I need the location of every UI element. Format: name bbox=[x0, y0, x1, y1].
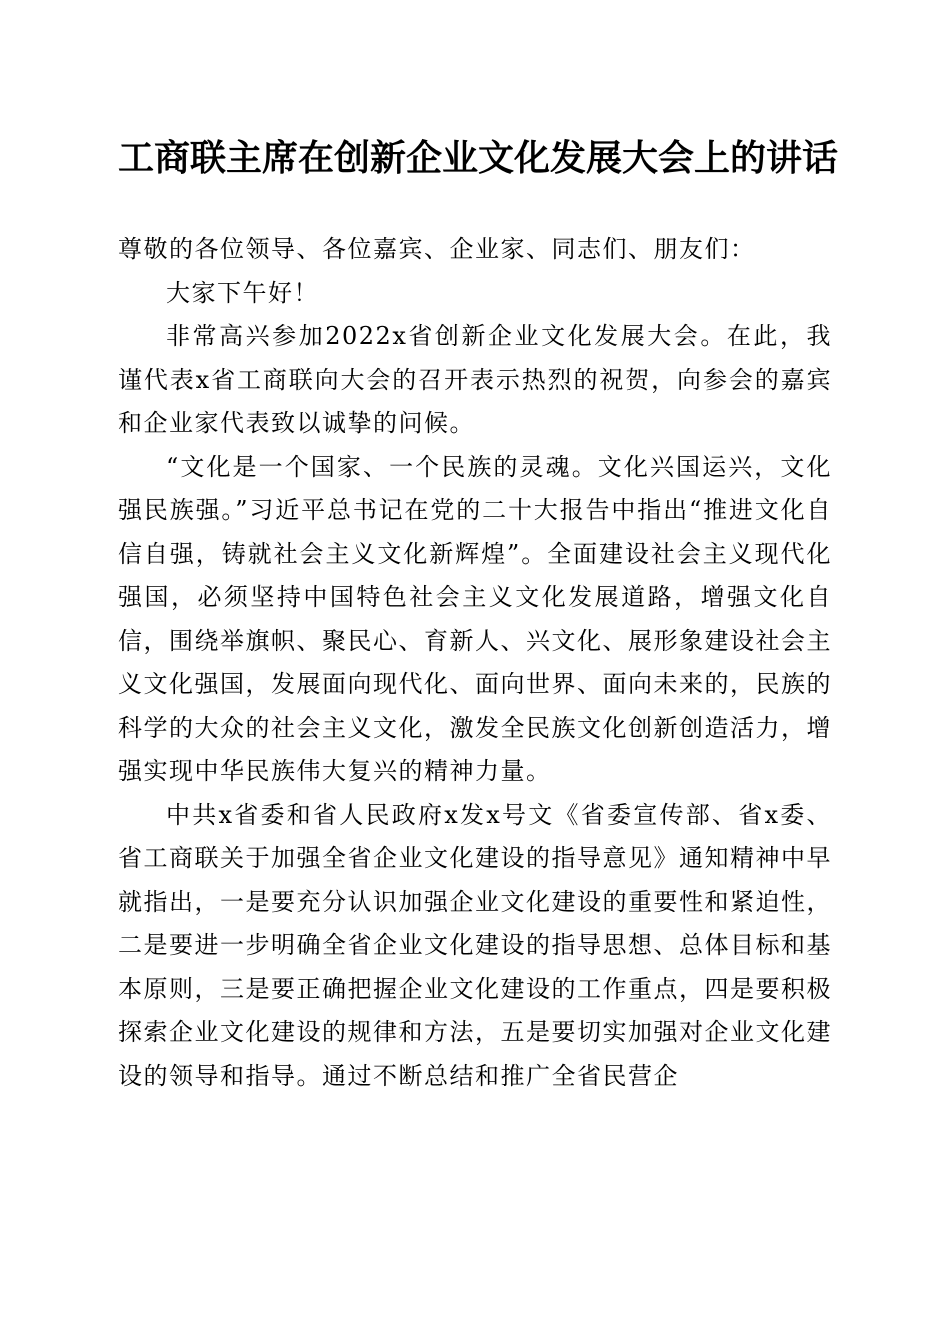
paragraph: 中共x省委和省人民政府x发x号文《省委宣传部、省x委、省工商联关于加强全省企业文化建设的指导意见》通知精神中早就指出，一是要充分认识加强企业文化建设的重要性和紧迫性，二是要进一步明确全省企业文化建设的指导思想、总体目标和基本原则，三是要正确把握企业文化建设的工作重点，四是要积极探索企业文化建设的规律和方法，五是要切实加强对企业文化建设的领导和指导。通过不断总结和推广全省民营企 bbox=[118, 800, 832, 1090]
paragraph: 尊敬的各位领导、各位嘉宾、企业家、同志们、朋友们： bbox=[118, 235, 756, 263]
document-body bbox=[118, 228, 832, 1098]
paragraph: 大家下午好！ bbox=[166, 278, 319, 307]
document-title: 工商联主席在创新企业文化发展大会上的讲话 bbox=[118, 137, 839, 179]
document-content bbox=[118, 0, 839, 1098]
paragraph: “文化是一个国家、一个民族的灵魂。文化兴国运兴，文化强民族强。”习近平总书记在党的二十大报告中指出“推进文化自信自强，铸就社会主义文化新辉煌”。全面建设社会主义现代化强国，必须坚持中国特色社会主义文化发展道路，增强文化自信，围绕举旗帜、聚民心、育新人、兴文化、展形象建设社会主义文化强国，发展面向现代化、面向世界、面向未来的，民族的科学的大众的社会主义文化，激发全民族文化创新创造活力，增强实现中华民族伟大复兴的精神力量。 bbox=[118, 452, 832, 785]
paragraph: 非常高兴参加2022x省创新企业文化发展大会。在此，我谨代表x省工商联向大会的召开表示热烈的祝贺，向参会的嘉宾和企业家代表致以诚挚的问候。 bbox=[118, 322, 832, 437]
